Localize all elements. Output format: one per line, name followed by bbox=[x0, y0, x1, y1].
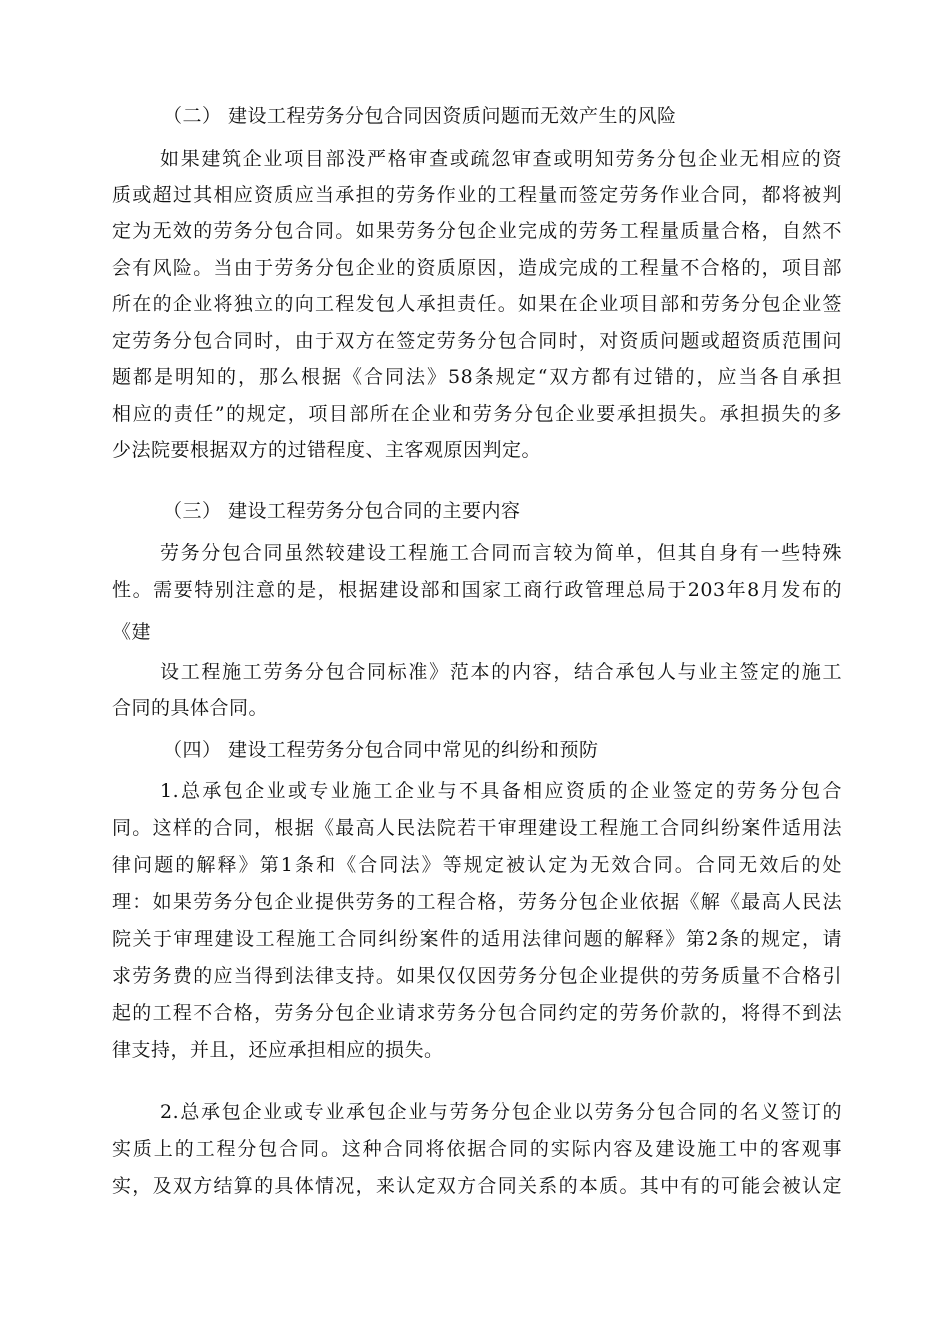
section-heading-4: （四） 建设工程劳务分包合同中常见的纠纷和预防 bbox=[163, 739, 599, 761]
list-item-line: 律问题的解释》第1条和《合同法》等规定被认定为无效合同。合同无效后的处 bbox=[112, 854, 842, 876]
list-item-line: 同。这样的合同，根据《最高人民法院若干审理建设工程施工合同纠纷案件适用法 bbox=[112, 817, 842, 839]
paragraph-line: 少法院要根据双方的过错程度、主客观原因判定。 bbox=[112, 439, 542, 461]
list-item-line: 理：如果劳务分包企业提供劳务的工程合格，劳务分包企业依据《解《最高人民法 bbox=[112, 891, 842, 913]
paragraph-line: 质或超过其相应资质应当承担的劳务作业的工程量而签定劳务作业合同，都将被判 bbox=[112, 184, 842, 206]
list-item-line: 实，及双方结算的具体情况，来认定双方合同关系的本质。其中有的可能会被认定 bbox=[112, 1175, 842, 1197]
section-heading-3: （三） 建设工程劳务分包合同的主要内容 bbox=[163, 500, 521, 522]
list-item-line: 院关于审理建设工程施工合同纠纷案件的适用法律问题的解释》第2条的规定，请 bbox=[112, 928, 842, 950]
list-item-line: 律支持，并且，还应承担相应的损失。 bbox=[112, 1039, 444, 1061]
list-item-line: 实质上的工程分包合同。这种合同将依据合同的实际内容及建设施工中的客观事 bbox=[112, 1138, 842, 1160]
paragraph-line: 题都是明知的，那么根据《合同法》58条规定“双方都有过错的，应当各自承担 bbox=[112, 366, 842, 388]
list-item-line: 1.总承包企业或专业施工企业与不具备相应资质的企业签定的劳务分包合 bbox=[160, 780, 842, 802]
paragraph-line: 会有风险。当由于劳务分包企业的资质原因，造成完成的工程量不合格的，项目部 bbox=[112, 257, 842, 279]
list-item-line: 起的工程不合格，劳务分包企业请求劳务分包合同约定的劳务价款的，将得不到法 bbox=[112, 1002, 842, 1024]
paragraph-line: 如果建筑企业项目部没严格审查或疏忽审查或明知劳务分包企业无相应的资 bbox=[160, 148, 842, 170]
paragraph-line: 合同的具体合同。 bbox=[112, 697, 269, 719]
list-item-line: 求劳务费的应当得到法律支持。如果仅仅因劳务分包企业提供的劳务质量不合格引 bbox=[112, 965, 842, 987]
section-heading-2: （二） 建设工程劳务分包合同因资质问题而无效产生的风险 bbox=[163, 105, 677, 127]
paragraph-line: 相应的责任”的规定，项目部所在企业和劳务分包企业要承担损失。承担损失的多 bbox=[112, 403, 842, 425]
paragraph-line: 《建 bbox=[112, 621, 152, 643]
paragraph-line: 定劳务分包合同时，由于双方在签定劳务分包合同时，对资质问题或超资质范围问 bbox=[112, 330, 842, 352]
paragraph-line: 设工程施工劳务分包合同标准》范本的内容，结合承包人与业主签定的施工 bbox=[160, 661, 842, 683]
paragraph-line: 所在的企业将独立的向工程发包人承担责任。如果在企业项目部和劳务分包企业签 bbox=[112, 293, 842, 315]
paragraph-line: 劳务分包合同虽然较建设工程施工合同而言较为简单，但其自身有一些特殊 bbox=[160, 542, 842, 564]
paragraph-line: 定为无效的劳务分包合同。如果劳务分包企业完成的劳务工程量质量合格，自然不 bbox=[112, 220, 842, 242]
paragraph-line: 性。需要特别注意的是，根据建设部和国家工商行政管理总局于203年8月发布的 bbox=[112, 579, 842, 601]
list-item-line: 2.总承包企业或专业承包企业与劳务分包企业以劳务分包合同的名义签订的 bbox=[160, 1101, 842, 1123]
